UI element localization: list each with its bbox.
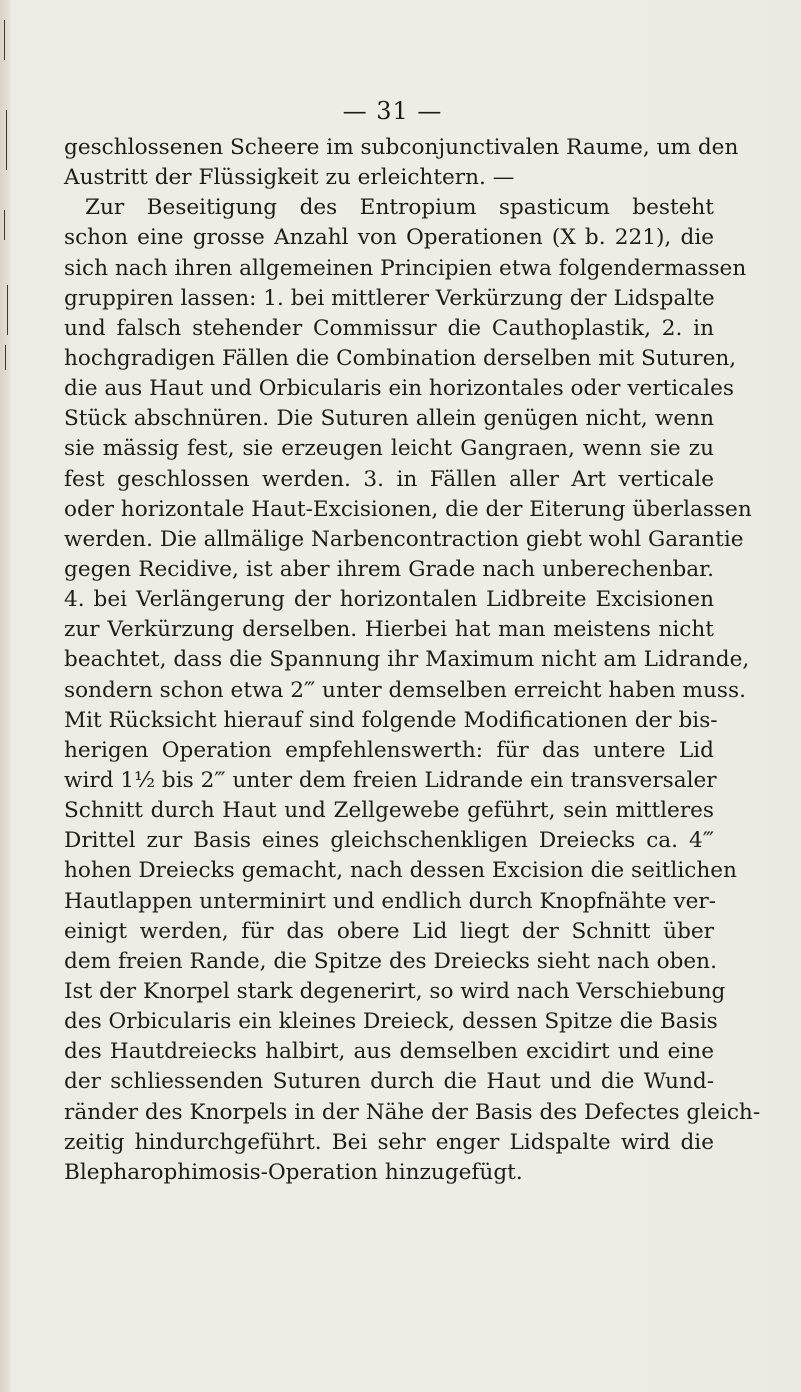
text-line: beachtet, dass die Spannung ihr Maximum nicht am Lidrande, [64, 647, 750, 673]
page-number: — 31 — [342, 97, 443, 125]
text-line: Blepharophimosis-Operation hinzugefügt. [64, 1159, 523, 1185]
text-line: Hautlappen unterminirt und endlich durch Knopfnähte ver- [64, 888, 716, 914]
text-line: werden. Die allmälige Narbencontraction giebt wohl Garantie [64, 526, 744, 552]
text-line: 4. bei Verlängerung der horizontalen Lidbreite Excisionen [64, 587, 714, 613]
text-line: sondern schon etwa 2‴ unter demselben erreicht haben muss. [64, 677, 746, 703]
text-line: und falsch stehender Commissur die Cauthoplastik, 2. in [64, 315, 714, 341]
text-line: der schliessenden Suturen durch die Haut und die Wund- [64, 1069, 714, 1095]
text-line: herigen Operation empfehlenswerth: für das untere Lid [64, 737, 714, 763]
text-line: gegen Recidive, ist aber ihrem Grade nach unberechenbar. [64, 556, 714, 582]
text-line: Drittel zur Basis eines gleichschenkligen Dreiecks ca. 4‴ [64, 828, 714, 854]
text-line: Mit Rücksicht hierauf sind folgende Modificationen der bis- [64, 707, 718, 733]
text-line: Ist der Knorpel stark degenerirt, so wird nach Verschiebung [64, 978, 726, 1004]
text-line: sie mässig fest, sie erzeugen leicht Gangraen, wenn sie zu [64, 436, 714, 462]
text-line: hohen Dreiecks gemacht, nach dessen Excision die seitlichen [64, 858, 737, 884]
text-line: zur Verkürzung derselben. Hierbei hat man meistens nicht [64, 617, 714, 643]
text-line: des Orbicularis ein kleines Dreieck, dessen Spitze die Basis [64, 1009, 718, 1035]
text-line: dem freien Rande, die Spitze des Dreiecks sieht nach oben. [64, 948, 717, 974]
text-line: Zur Beseitigung des Entropium spasticum besteht [85, 195, 714, 221]
text-line: fest geschlossen werden. 3. in Fällen aller Art verticale [64, 466, 714, 492]
binding-marks [4, 0, 10, 380]
text-line: ränder des Knorpels in der Nähe der Basis des Defectes gleich- [64, 1099, 761, 1125]
text-line: zeitig hindurchgeführt. Bei sehr enger Lidspalte wird die [64, 1129, 714, 1155]
text-line: gruppiren lassen: 1. bei mittlerer Verkürzung der Lidspalte [64, 285, 715, 311]
text-line: sich nach ihren allgemeinen Principien etwa folgendermassen [64, 255, 747, 281]
text-line: des Hautdreiecks halbirt, aus demselben excidirt und eine [64, 1039, 714, 1065]
body-text [64, 133, 761, 1188]
text-line: geschlossenen Scheere im subconjunctivalen Raume, um den [64, 135, 739, 160]
text-line: wird 1½ bis 2‴ unter dem freien Lidrande ein transversaler [64, 767, 717, 793]
text-line: die aus Haut und Orbicularis ein horizontales oder verticales [64, 376, 734, 402]
text-line: Austritt der Flüssigkeit zu erleichtern. — [64, 165, 515, 191]
text-line: Stück abschnüren. Die Suturen allein genügen nicht, wenn [64, 406, 714, 432]
text-line: hochgradigen Fällen die Combination derselben mit Suturen, [64, 345, 737, 371]
text-line: schon eine grosse Anzahl von Operationen (X b. 221), die [64, 225, 714, 251]
page-binding-edge [0, 0, 10, 1392]
text-line: einigt werden, für das obere Lid liegt der Schnitt über [64, 918, 714, 944]
text-line: oder horizontale Haut-Excisionen, die der Eiterung überlassen [64, 496, 752, 522]
text-line: Schnitt durch Haut und Zellgewebe geführt, sein mittleres [64, 798, 714, 824]
